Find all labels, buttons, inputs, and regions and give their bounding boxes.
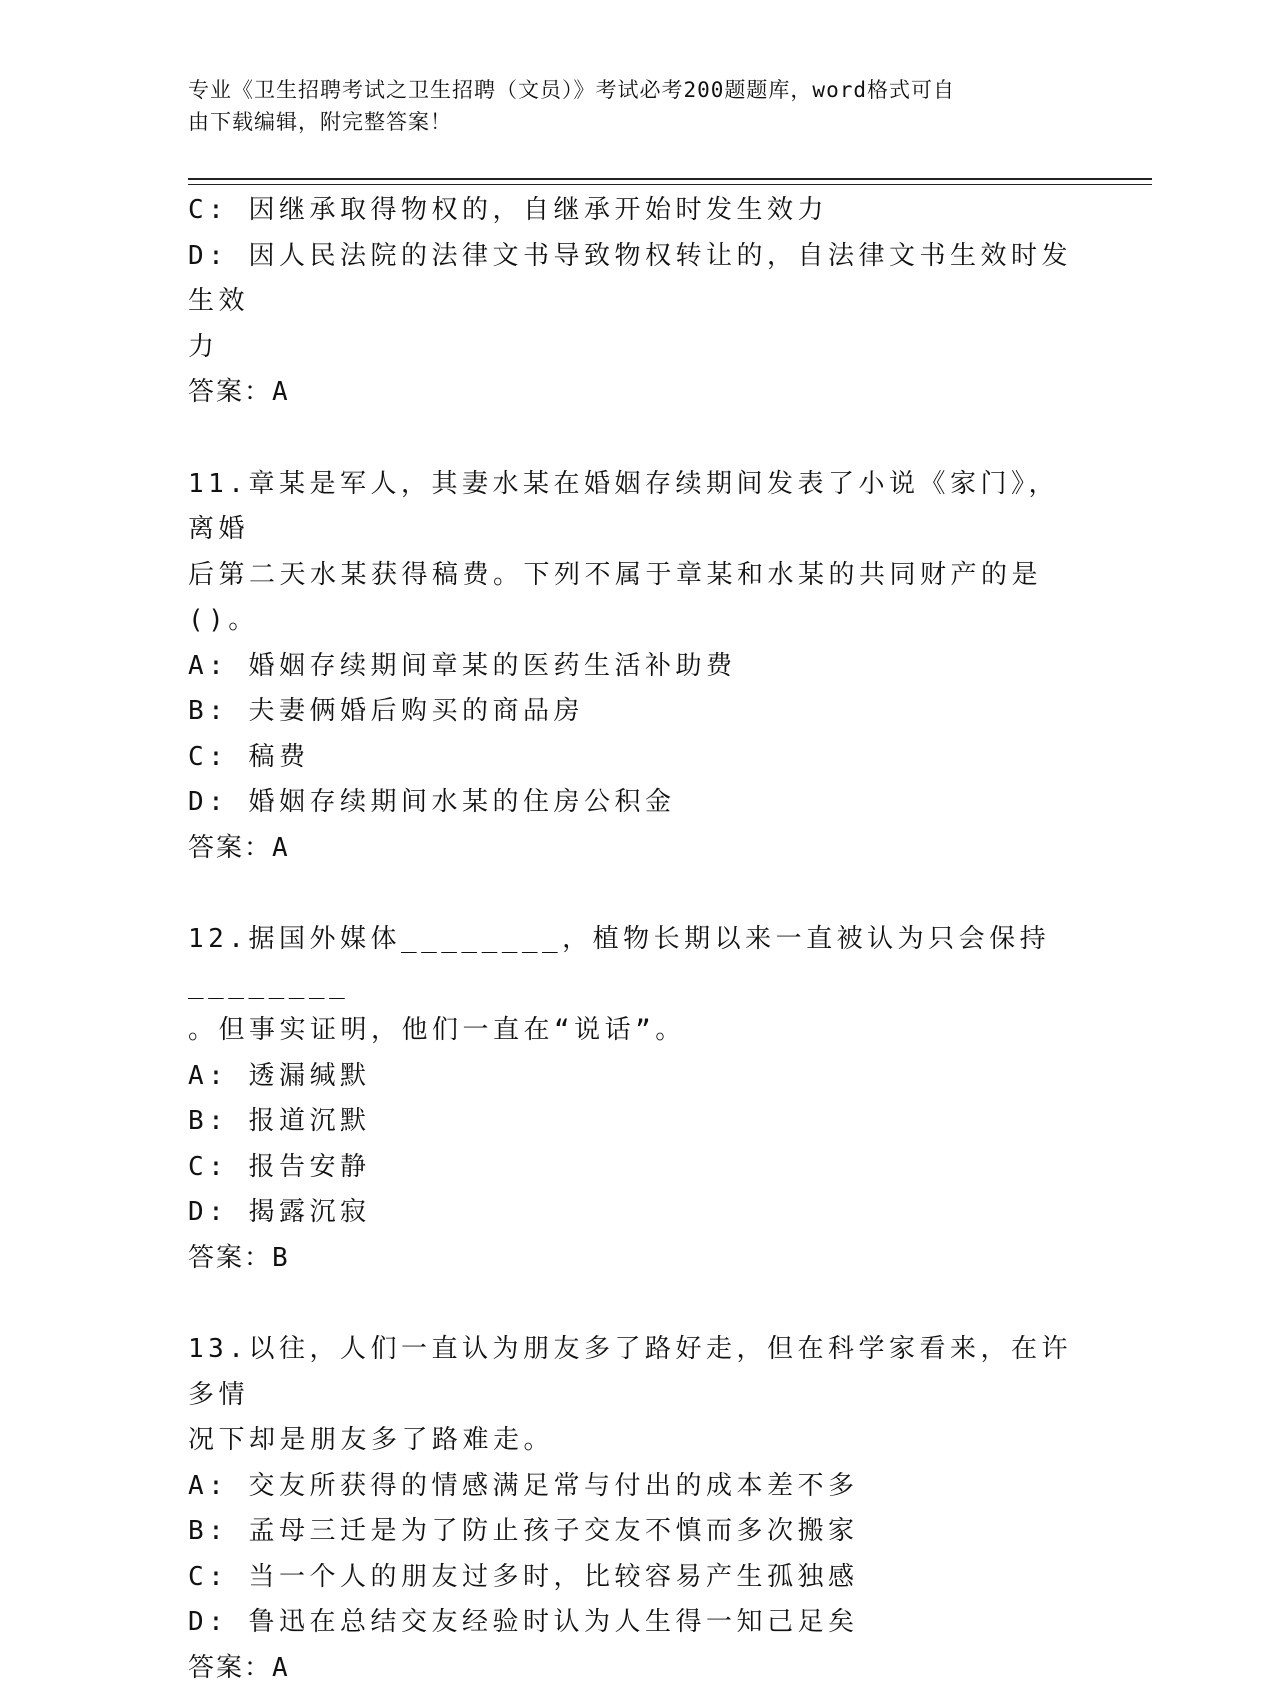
- answer: 答案：A: [188, 370, 1078, 416]
- question-stem-line-2: 后第二天水某获得稿费。下列不属于章某和水某的共同财产的是()。: [188, 553, 1078, 644]
- header-divider-thin: [188, 184, 1152, 185]
- answer: 答案：A: [188, 1646, 1078, 1691]
- spacer: [188, 416, 1078, 462]
- option-b: B: 孟母三迁是为了防止孩子交友不慎而多次搬家: [188, 1509, 1078, 1555]
- question-stem-line-1: 13.以往，人们一直认为朋友多了路好走，但在科学家看来，在许多情: [188, 1327, 1078, 1418]
- header-line-2: 由下载编辑，附完整答案！: [188, 106, 1068, 138]
- question-12: [188, 917, 1078, 1281]
- option-c: C: 当一个人的朋友过多时，比较容易产生孤独感: [188, 1555, 1078, 1601]
- option-c: C: 报告安静: [188, 1145, 1078, 1191]
- option-a: A: 透漏缄默: [188, 1054, 1078, 1100]
- answer: 答案：A: [188, 826, 1078, 872]
- document-body: [188, 188, 1078, 1691]
- option-c: C: 因继承取得物权的，自继承开始时发生效力: [188, 188, 1078, 234]
- header-divider-thick: [188, 178, 1152, 180]
- question-stem-line-1: 12.据国外媒体________，植物长期以来一直被认为只会保持________: [188, 917, 1078, 1008]
- option-d: D: 鲁迅在总结交友经验时认为人生得一知己足矣: [188, 1600, 1078, 1646]
- answer: 答案：B: [188, 1236, 1078, 1282]
- spacer: [188, 1281, 1078, 1327]
- option-c: C: 稿费: [188, 735, 1078, 781]
- option-d-line-2: 力: [188, 325, 1078, 371]
- question-stem-line-1: 11.章某是军人，其妻水某在婚姻存续期间发表了小说《家门》，离婚: [188, 462, 1078, 553]
- option-a: A: 交友所获得的情感满足常与付出的成本差不多: [188, 1464, 1078, 1510]
- option-b: B: 报道沉默: [188, 1099, 1078, 1145]
- option-d: D: 婚姻存续期间水某的住房公积金: [188, 780, 1078, 826]
- page-header: [188, 74, 1068, 138]
- option-d-line-1: D: 因人民法院的法律文书导致物权转让的，自法律文书生效时发生效: [188, 234, 1078, 325]
- question-11: [188, 462, 1078, 872]
- option-a: A: 婚姻存续期间章某的医药生活补助费: [188, 644, 1078, 690]
- previous-question-tail: [188, 188, 1078, 416]
- option-d: D: 揭露沉寂: [188, 1190, 1078, 1236]
- question-13: [188, 1327, 1078, 1691]
- question-stem-line-2: 。但事实证明，他们一直在“说话”。: [188, 1008, 1078, 1054]
- spacer: [188, 871, 1078, 917]
- header-line-1: 专业《卫生招聘考试之卫生招聘（文员）》考试必考200题题库，word格式可自: [188, 74, 1068, 106]
- option-b: B: 夫妻俩婚后购买的商品房: [188, 689, 1078, 735]
- question-stem-line-2: 况下却是朋友多了路难走。: [188, 1418, 1078, 1464]
